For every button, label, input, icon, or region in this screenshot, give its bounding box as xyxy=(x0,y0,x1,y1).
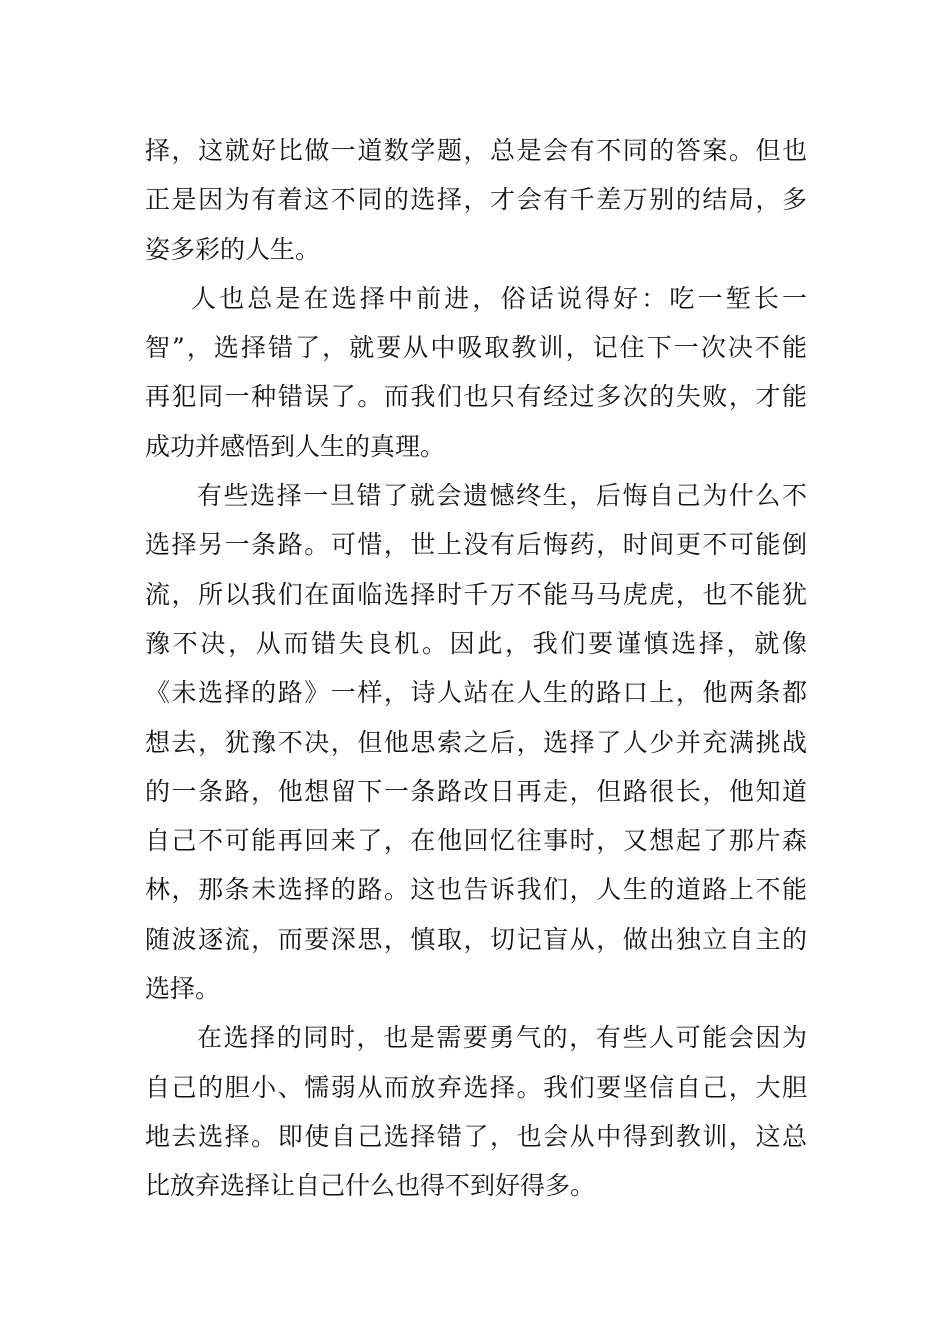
paragraph-line: 《未选择的路》一样，诗人站在人生的路口上，他两条都 xyxy=(145,678,807,708)
paragraph-4 xyxy=(145,1013,807,1210)
paragraph-line: 选择另一条路。可惜，世上没有后悔药，时间更不可能倒 xyxy=(145,530,807,560)
paragraph-line: 智”，选择错了，就要从中吸取教训，记住下一次决不能 xyxy=(145,333,807,363)
paragraph-line: 自己的胆小、懦弱从而放弃选择。我们要坚信自己，大胆 xyxy=(145,1072,807,1102)
paragraph-line: 有些选择一旦错了就会遗憾终生，后悔自己为什么不 xyxy=(197,481,807,511)
paragraph-line: 选择。 xyxy=(145,974,221,1004)
paragraph-line: 成功并感悟到人生的真理。 xyxy=(145,431,446,461)
paragraph-line: 比放弃选择让自己什么也得不到好得多。 xyxy=(145,1171,596,1201)
paragraph-line: 想去，犹豫不决，但他思索之后，选择了人少并充满挑战 xyxy=(145,727,807,757)
paragraph-line: 自己不可能再回来了，在他回忆往事时，又想起了那片森 xyxy=(145,826,807,856)
paragraph-line: 正是因为有着这不同的选择，才会有千差万别的结局，多 xyxy=(145,185,807,215)
paragraph-1 xyxy=(145,126,807,274)
essay-body xyxy=(145,126,807,1211)
paragraph-line: 地去选择。即使自己选择错了，也会从中得到教训，这总 xyxy=(145,1121,807,1151)
paragraph-line: 豫不决，从而错失良机。因此，我们要谨慎选择，就像 xyxy=(145,628,807,658)
paragraph-line: 择，这就好比做一道数学题，总是会有不同的答案。但也 xyxy=(145,136,807,165)
paragraph-line: 人也总是在选择中前进，俗话说得好：吃一堑长一 xyxy=(191,283,807,313)
paragraph-line: 流，所以我们在面临选择时千万不能马马虎虎，也不能犹 xyxy=(145,579,807,609)
paragraph-3 xyxy=(145,471,807,1013)
paragraph-line: 在选择的同时，也是需要勇气的，有些人可能会因为 xyxy=(197,1023,807,1053)
paragraph-line: 再犯同一种错误了。而我们也只有经过多次的失败，才能 xyxy=(145,382,807,412)
paragraph-line: 的一条路，他想留下一条路改日再走，但路很长，他知道 xyxy=(145,776,807,806)
paragraph-line: 林，那条未选择的路。这也告诉我们，人生的道路上不能 xyxy=(145,875,807,905)
paragraph-line: 姿多彩的人生。 xyxy=(145,234,321,264)
paragraph-line: 随波逐流，而要深思，慎取，切记盲从，做出独立自主的 xyxy=(145,924,807,954)
paragraph-2 xyxy=(145,274,807,471)
